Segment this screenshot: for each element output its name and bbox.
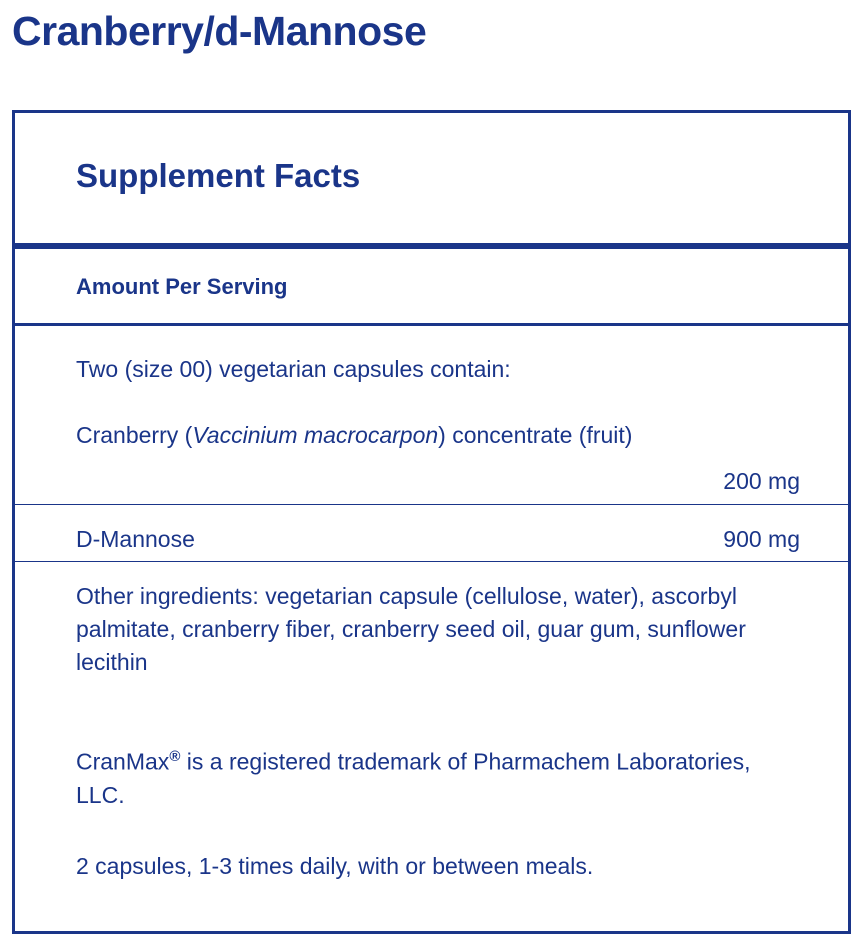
registered-symbol: ® — [169, 748, 181, 765]
supplement-facts-panel — [12, 110, 851, 934]
trademark-brand: CranMax — [76, 748, 170, 775]
ingredient-name-part: ) concentrate (fruit) — [438, 422, 633, 448]
product-title: Cranberry/d-Mannose — [12, 8, 427, 54]
ingredient-cranberry-name — [76, 419, 800, 452]
other-ingredients: Other ingredients: vegetarian capsule (cellulose, water), ascorbyl palmitate, cranberry fiber, cranberry seed oil, guar gum, sunflower lecithin — [76, 583, 746, 675]
facts-heading: Supplement Facts — [76, 157, 361, 194]
trademark-text: is a registered trademark of Pharmachem Laboratories, LLC. — [76, 748, 751, 808]
ingredient-dmannose-name: D-Mannose — [76, 526, 195, 552]
facts-header — [15, 113, 848, 249]
ingredient-dmannose-amount: 900 mg — [723, 526, 800, 552]
trademark-notice — [76, 740, 800, 812]
ingredient-latin-name: Vaccinium macrocarpon — [192, 422, 439, 448]
amount-per-serving-row — [15, 249, 848, 326]
ingredient-name-part: Cranberry ( — [76, 422, 193, 448]
divider — [15, 504, 848, 505]
amount-per-serving-label: Amount Per Serving — [76, 274, 288, 299]
ingredient-cranberry-amount: 200 mg — [723, 468, 800, 494]
divider — [15, 561, 848, 562]
directions: 2 capsules, 1-3 times daily, with or between meals. — [76, 853, 594, 879]
serving-description: Two (size 00) vegetarian capsules contain: — [76, 356, 511, 382]
